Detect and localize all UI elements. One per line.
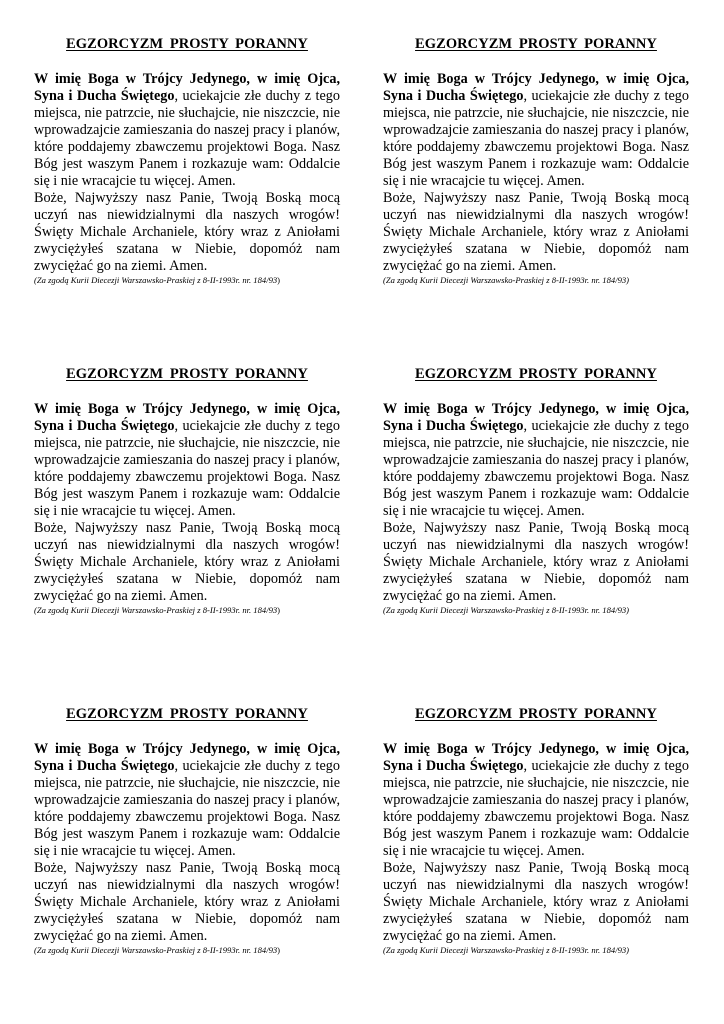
invocation-text: , uciekajcie złe duchy z tego miejsca, nie patrzcie, nie słuchajcie, nie niszczcie, nie wprowadzajcie zamieszania do naszej pracy i planów, które poddajemy zbawczemu projektowi Boga. Nasz Bóg jest waszym Panem i rozkazuje wam: Oddalcie się i nie wracajcie tu więcej. Amen. — [383, 88, 689, 189]
exorcism-paragraph — [34, 71, 340, 190]
card-title: EGZORCYZM PROSTY PORANNY — [415, 366, 657, 382]
invocation-bold: W imię Boga w Trójcy Jedynego, w imię Ojca, Syna i Ducha Świętego — [383, 71, 689, 104]
approval-note — [34, 945, 340, 956]
approval-note — [34, 605, 340, 616]
approval-note-text: (Za zgodą Kurii Diecezji Warszawsko-Praskiej z 8-II-1993r. nr. 184/93) — [383, 275, 630, 285]
card-title: EGZORCYZM PROSTY PORANNY — [66, 36, 308, 52]
card-body — [383, 401, 689, 605]
approval-note-text: (Za zgodą Kurii Diecezji Warszawsko-Praskiej z 8-II-1993r. nr. 184/93) — [383, 605, 630, 615]
invocation-bold: W imię Boga w Trójcy Jedynego, w imię Ojca, Syna i Ducha Świętego — [383, 401, 689, 434]
exorcism-paragraph — [34, 741, 340, 860]
exorcism-paragraph — [34, 401, 340, 520]
approval-note — [383, 275, 689, 286]
card-body — [34, 71, 340, 275]
invocation-bold: W imię Boga w Trójcy Jedynego, w imię Ojca, Syna i Ducha Świętego — [34, 741, 340, 774]
approval-note-close: ) — [277, 605, 281, 615]
invocation-bold: W imię Boga w Trójcy Jedynego, w imię Ojca, Syna i Ducha Świętego — [383, 741, 689, 774]
approval-note-text: (Za zgodą Kurii Diecezji Warszawsko-Praskiej z 8-II-1993r. nr. 184/93 — [34, 945, 278, 955]
approval-note-text: (Za zgodą Kurii Diecezji Warszawsko-Praskiej z 8-II-1993r. nr. 184/93 — [34, 605, 278, 615]
invocation-text: , uciekajcie złe duchy z tego miejsca, nie patrzcie, nie słuchajcie, nie niszczcie, nie wprowadzajcie zamieszania do naszej pracy i planów, które poddajemy zbawczemu projektowi Boga. Nasz Bóg jest waszym Panem i rozkazuje wam: Oddalcie się i nie wracajcie tu więcej. Amen. — [383, 418, 689, 519]
invocation-text: , uciekajcie złe duchy z tego miejsca, nie patrzcie, nie słuchajcie, nie niszczcie, nie wprowadzajcie zamieszania do naszej pracy i planów, które poddajemy zbawczemu projektowi Boga. Nasz Bóg jest waszym Panem i rozkazuje wam: Oddalcie się i nie wracajcie tu więcej. Amen. — [34, 88, 340, 189]
prayer-paragraph: Boże, Najwyższy nasz Panie, Twoją Boską mocą uczyń nas niewidzialnymi dla naszych wrogów! Święty Michale Archaniele, który wraz z Aniołami zwyciężyłeś szatana w Niebie, dopomóż nam zwyciężać go na ziemi. Amen. — [34, 190, 340, 274]
approval-note — [383, 605, 689, 616]
approval-note — [34, 275, 340, 286]
card-body — [383, 741, 689, 945]
invocation-bold: W imię Boga w Trójcy Jedynego, w imię Ojca, Syna i Ducha Świętego — [34, 71, 340, 104]
card-title: EGZORCYZM PROSTY PORANNY — [415, 706, 657, 722]
approval-note-text: (Za zgodą Kurii Diecezji Warszawsko-Praskiej z 8-II-1993r. nr. 184/93) — [383, 945, 630, 955]
card-body — [34, 741, 340, 945]
prayer-paragraph: Boże, Najwyższy nasz Panie, Twoją Boską mocą uczyń nas niewidzialnymi dla naszych wrogów! Święty Michale Archaniele, który wraz z Aniołami zwyciężyłeś szatana w Niebie, dopomóż nam zwyciężać go na ziemi. Amen. — [383, 860, 689, 944]
card-body — [34, 401, 340, 605]
invocation-bold: W imię Boga w Trójcy Jedynego, w imię Ojca, Syna i Ducha Świętego — [34, 401, 340, 434]
card-title: EGZORCYZM PROSTY PORANNY — [66, 366, 308, 382]
exorcism-paragraph — [383, 71, 689, 190]
invocation-text: , uciekajcie złe duchy z tego miejsca, nie patrzcie, nie słuchajcie, nie niszczcie, nie wprowadzajcie zamieszania do naszej pracy i planów, które poddajemy zbawczemu projektowi Boga. Nasz Bóg jest waszym Panem i rozkazuje wam: Oddalcie się i nie wracajcie tu więcej. Amen. — [383, 758, 689, 859]
card-title: EGZORCYZM PROSTY PORANNY — [66, 706, 308, 722]
prayer-paragraph: Boże, Najwyższy nasz Panie, Twoją Boską mocą uczyń nas niewidzialnymi dla naszych wrogów! Święty Michale Archaniele, który wraz z Aniołami zwyciężyłeś szatana w Niebie, dopomóż nam zwyciężać go na ziemi. Amen. — [383, 520, 689, 604]
prayer-card — [383, 706, 689, 956]
prayer-paragraph: Boże, Najwyższy nasz Panie, Twoją Boską mocą uczyń nas niewidzialnymi dla naszych wrogów! Święty Michale Archaniele, który wraz z Aniołami zwyciężyłeś szatana w Niebie, dopomóż nam zwyciężać go na ziemi. Amen. — [34, 520, 340, 604]
prayer-paragraph: Boże, Najwyższy nasz Panie, Twoją Boską mocą uczyń nas niewidzialnymi dla naszych wrogów! Święty Michale Archaniele, który wraz z Aniołami zwyciężyłeś szatana w Niebie, dopomóż nam zwyciężać go na ziemi. Amen. — [383, 190, 689, 274]
prayer-card — [34, 366, 340, 616]
exorcism-paragraph — [383, 741, 689, 860]
approval-note-close: ) — [277, 945, 281, 955]
invocation-text: , uciekajcie złe duchy z tego miejsca, nie patrzcie, nie słuchajcie, nie niszczcie, nie wprowadzajcie zamieszania do naszej pracy i planów, które poddajemy zbawczemu projektowi Boga. Nasz Bóg jest waszym Panem i rozkazuje wam: Oddalcie się i nie wracajcie tu więcej. Amen. — [34, 418, 340, 519]
card-title: EGZORCYZM PROSTY PORANNY — [415, 36, 657, 52]
prayer-card — [34, 36, 340, 286]
approval-note-close: ) — [277, 275, 281, 285]
prayer-card — [34, 706, 340, 956]
approval-note-text: (Za zgodą Kurii Diecezji Warszawsko-Praskiej z 8-II-1993r. nr. 184/93 — [34, 275, 278, 285]
card-body — [383, 71, 689, 275]
prayer-card — [383, 36, 689, 286]
approval-note — [383, 945, 689, 956]
exorcism-paragraph — [383, 401, 689, 520]
prayer-card — [383, 366, 689, 616]
invocation-text: , uciekajcie złe duchy z tego miejsca, nie patrzcie, nie słuchajcie, nie niszczcie, nie wprowadzajcie zamieszania do naszej pracy i planów, które poddajemy zbawczemu projektowi Boga. Nasz Bóg jest waszym Panem i rozkazuje wam: Oddalcie się i nie wracajcie tu więcej. Amen. — [34, 758, 340, 859]
prayer-paragraph: Boże, Najwyższy nasz Panie, Twoją Boską mocą uczyń nas niewidzialnymi dla naszych wrogów! Święty Michale Archaniele, który wraz z Aniołami zwyciężyłeś szatana w Niebie, dopomóż nam zwyciężać go na ziemi. Amen. — [34, 860, 340, 944]
